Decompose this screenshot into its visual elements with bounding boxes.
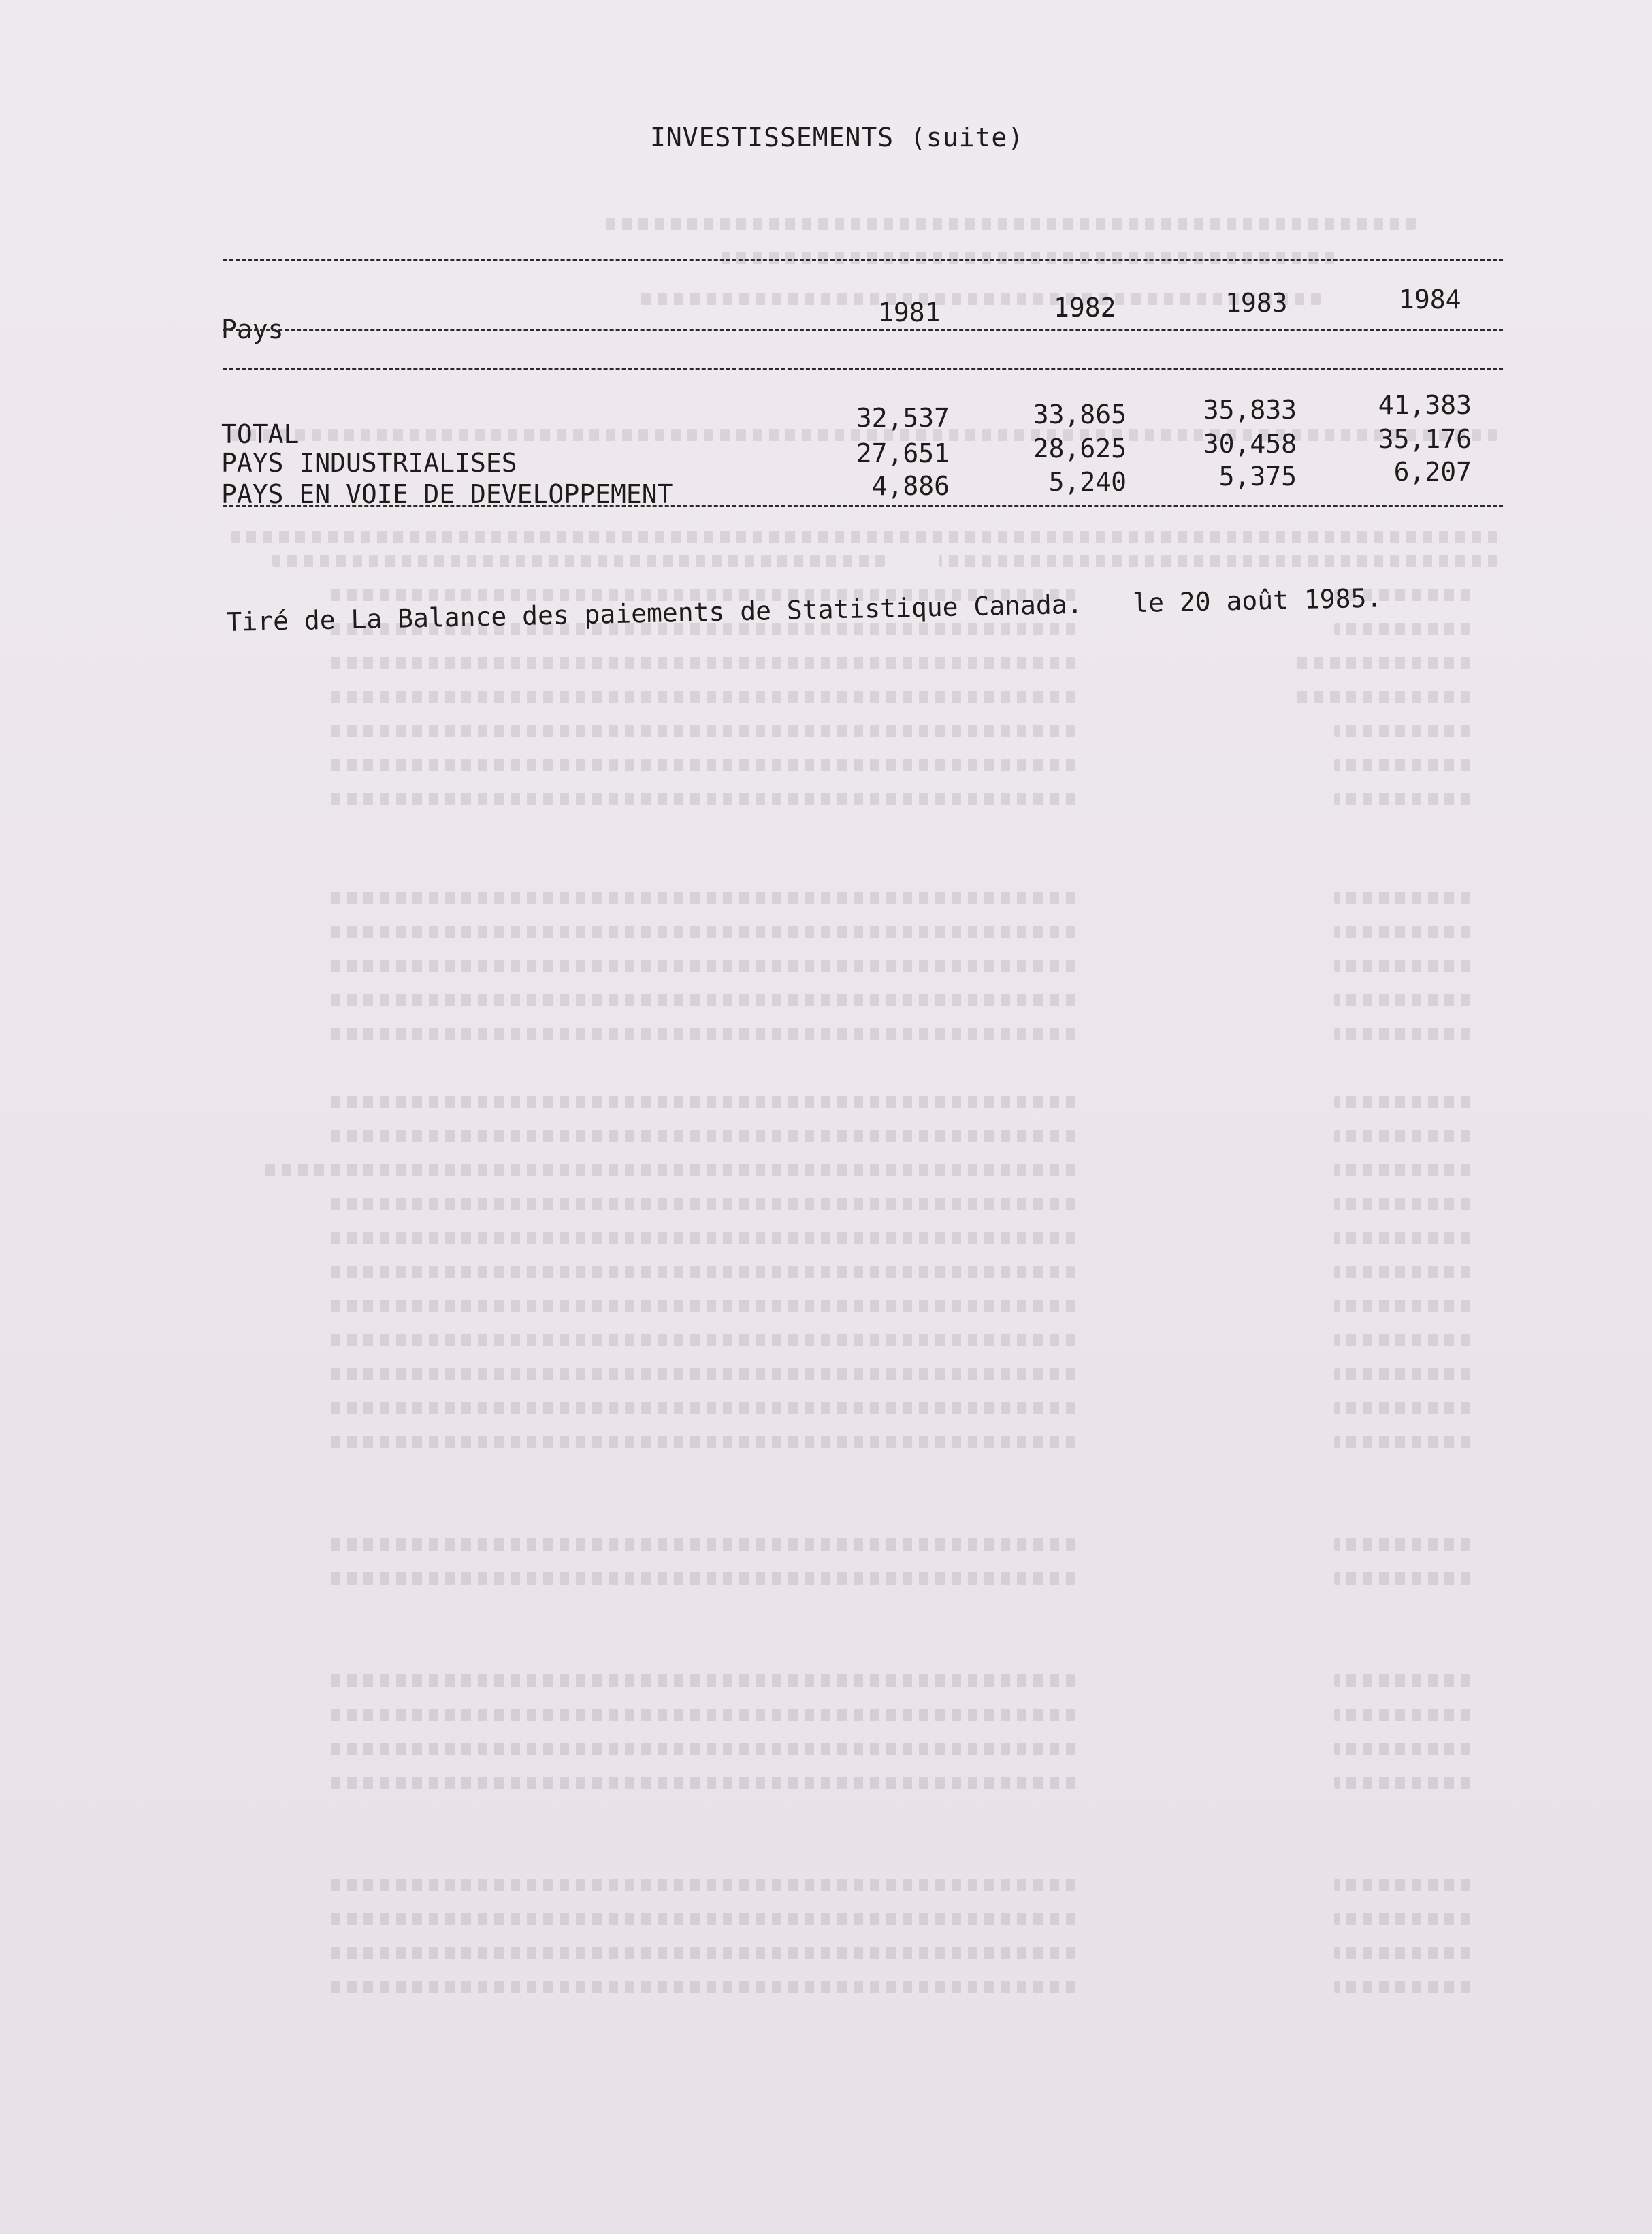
row-label-pays-en-voie-de-developpement: PAYS EN VOIE DE DEVELOPPEMENT <box>221 479 673 509</box>
year-header-1982: 1982 <box>1054 293 1116 323</box>
date-note: le 20 août 1985. <box>1132 583 1382 619</box>
cell-total-1982: 33,865 <box>1033 400 1127 430</box>
cell-industrialises-1981: 27,651 <box>856 438 950 468</box>
source-note <box>226 583 1382 637</box>
cell-total-1983: 35,833 <box>1203 395 1297 425</box>
cell-total-1984: 41,383 <box>1378 390 1472 420</box>
year-header-1984: 1984 <box>1399 285 1461 314</box>
header-bottom-rule <box>223 329 1503 331</box>
row-label-pays-industrialises: PAYS INDUSTRIALISES <box>221 448 517 478</box>
year-header-1983: 1983 <box>1225 288 1288 318</box>
page-title: INVESTISSEMENTS (suite) <box>650 123 1024 152</box>
table-bottom-rule <box>223 505 1503 507</box>
cell-developpement-1982: 5,240 <box>1048 467 1127 497</box>
cell-industrialises-1982: 28,625 <box>1033 434 1127 464</box>
cell-developpement-1981: 4,886 <box>871 471 950 501</box>
cell-developpement-1983: 5,375 <box>1218 462 1297 491</box>
source-note-text: Tiré de La Balance des paiements de Statistique Canada. <box>226 589 1083 637</box>
table-top-rule <box>223 259 1503 261</box>
year-header-1981: 1981 <box>878 297 941 327</box>
row-label-total: TOTAL <box>221 419 299 449</box>
cell-industrialises-1983: 30,458 <box>1203 429 1297 459</box>
header-bottom-rule-2 <box>223 368 1503 370</box>
column-header-pays: Pays <box>221 314 284 344</box>
cell-industrialises-1984: 35,176 <box>1378 424 1472 454</box>
cell-total-1981: 32,537 <box>856 403 950 433</box>
cell-developpement-1984: 6,207 <box>1393 457 1472 487</box>
